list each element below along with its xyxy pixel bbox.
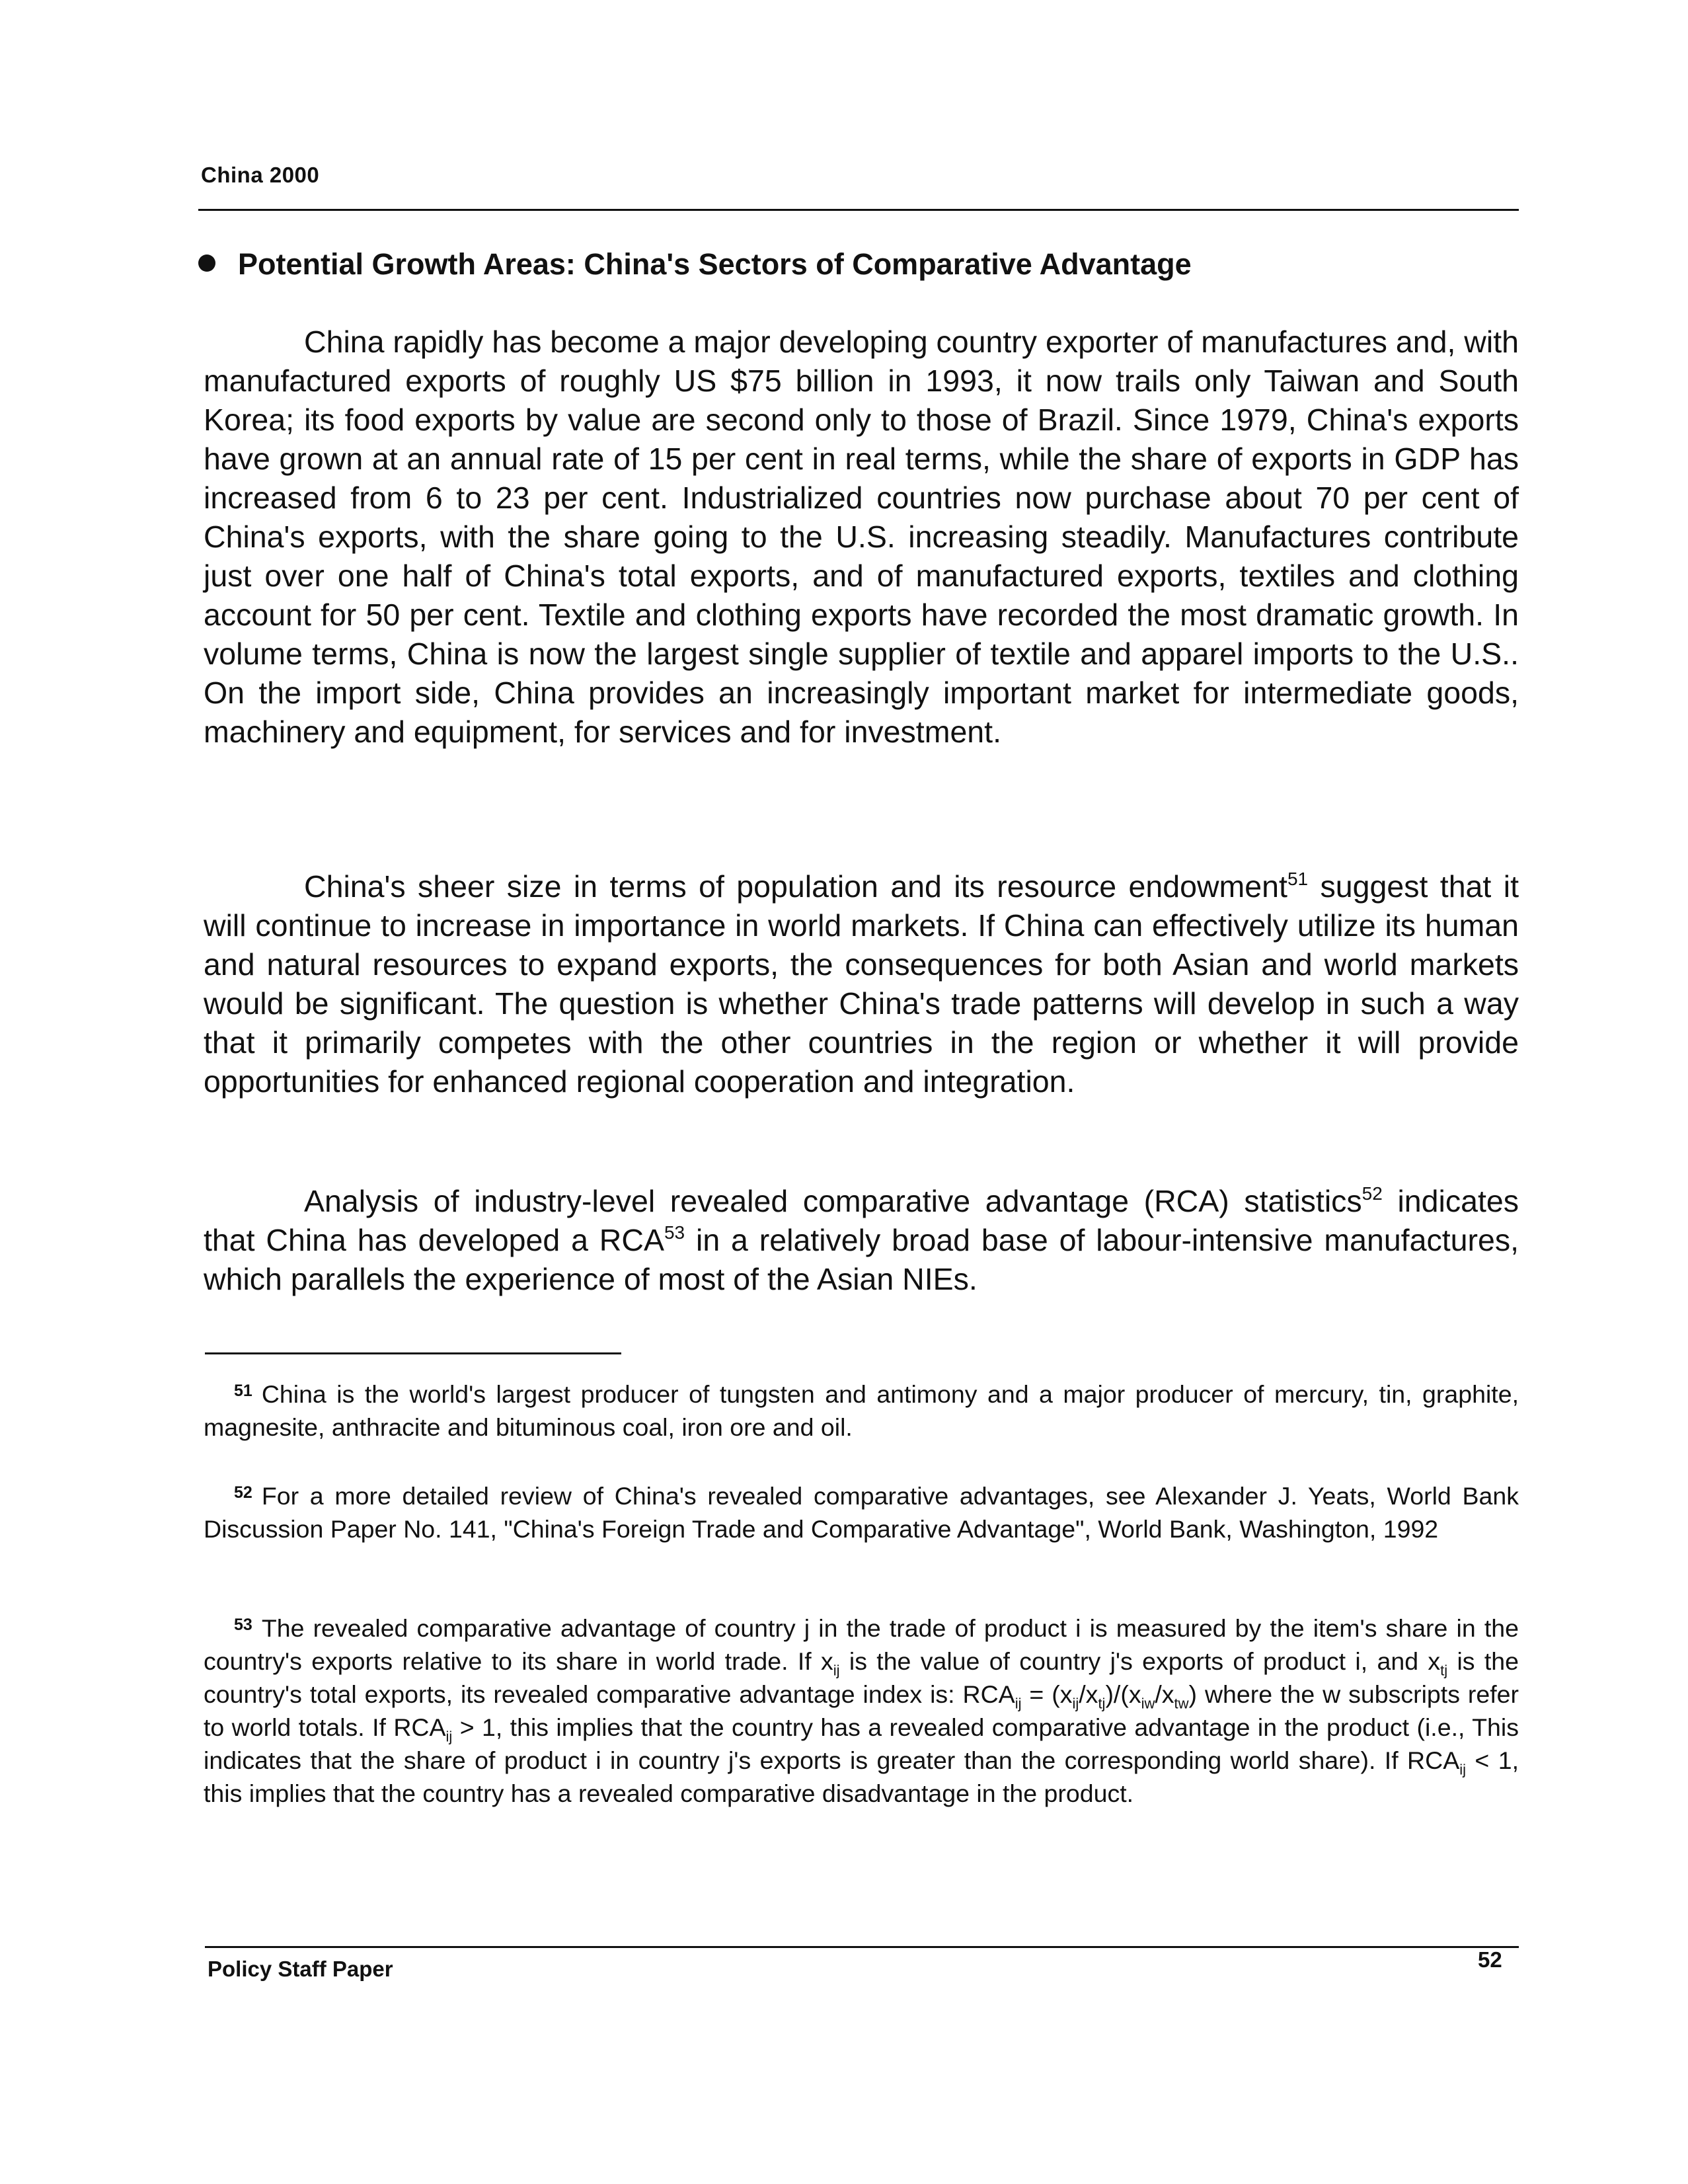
subscript: tj bbox=[1098, 1695, 1106, 1712]
footnote-text: /x bbox=[1155, 1680, 1174, 1708]
footnote-number: 51 bbox=[234, 1382, 252, 1400]
footnote-51 bbox=[204, 1378, 1519, 1444]
footnote-text: For a more detailed review of China's revealed comparative advantages, see Alexander J. Yeats, World Bank Discussion Paper No. 141, "China's Foreign Trade and Comparative Advantage", World Bank, Washington, 1992 bbox=[204, 1482, 1519, 1543]
subscript: tj bbox=[1440, 1662, 1448, 1679]
footnote-text: China is the world's largest producer of tungsten and antimony and a major producer of mercury, tin, graphite, magnesite, anthracite and bituminous coal, iron ore and oil. bbox=[204, 1380, 1519, 1441]
footnote-text: < 1, this implies that the country has a revealed comparative disadvantage in the product. bbox=[204, 1746, 1519, 1807]
section-heading bbox=[198, 247, 1520, 282]
footnote-text: The revealed comparative advantage of country j in the trade of product i is measured by the item's share in the country's exports relative to its share in world trade. If x bbox=[204, 1614, 1519, 1675]
section-heading-text: Potential Growth Areas: China's Sectors of Comparative Advantage bbox=[238, 247, 1192, 281]
footnote-text: /x bbox=[1079, 1680, 1098, 1708]
page-number: 52 bbox=[1478, 1947, 1502, 1972]
footnote-52 bbox=[204, 1479, 1519, 1545]
footnote-separator bbox=[205, 1352, 621, 1354]
footnote-text: is the country's total exports, its revealed comparative advantage index is: RCA bbox=[204, 1647, 1519, 1708]
subscript: iw bbox=[1141, 1695, 1155, 1712]
subscript: ij bbox=[1072, 1695, 1079, 1712]
footnote-text: is the value of country j's exports of product i, and x bbox=[839, 1647, 1441, 1675]
footnote-ref-51: 51 bbox=[1287, 869, 1309, 889]
paragraph-3 bbox=[204, 1182, 1519, 1299]
paragraph-3-text-a: Analysis of industry-level revealed comparative advantage (RCA) statistics bbox=[304, 1184, 1362, 1218]
footnote-ref-53: 53 bbox=[664, 1222, 685, 1243]
subscript: ij bbox=[833, 1662, 840, 1679]
paragraph-3-text-b: indicates that China has developed a RCA bbox=[204, 1184, 1519, 1257]
footnote-text: ) where the w subscripts refer to world totals. If RCA bbox=[204, 1680, 1519, 1741]
subscript: tw bbox=[1174, 1695, 1189, 1712]
subscript: ij bbox=[1015, 1695, 1022, 1712]
footer-rule bbox=[205, 1946, 1519, 1948]
paragraph-2-text-a: China's sheer size in terms of population and its resource endowment bbox=[304, 869, 1287, 904]
footer-publication: Policy Staff Paper bbox=[208, 1957, 393, 1981]
subscript: ij bbox=[445, 1728, 453, 1745]
footnote-text: = (x bbox=[1021, 1680, 1073, 1708]
header-rule bbox=[198, 209, 1519, 211]
footnote-ref-52: 52 bbox=[1362, 1183, 1383, 1204]
bullet-icon bbox=[198, 254, 215, 272]
footnote-text: )/(x bbox=[1105, 1680, 1141, 1708]
paragraph-3-text-c: in a relatively broad base of labour-intensive manufactures, which parallels the experience of most of the Asian NIEs. bbox=[204, 1223, 1519, 1296]
footnote-53 bbox=[204, 1612, 1519, 1810]
footnote-text: > 1, this implies that the country has a revealed comparative advantage in the product (i.e., This indicates that the share of product i in country j's exports is greater than the corresponding world share). If RCA bbox=[204, 1713, 1519, 1774]
footnote-number: 52 bbox=[234, 1483, 252, 1502]
paragraph-2-text-b: suggest that it will continue to increase in importance in world markets. If China can effectively utilize its human and natural resources to expand exports, the consequences for both Asian and world markets would be significant. The question is whether China's trade patterns will develop in such a way that it primarily competes with the other countries in the region or whether it will provide opportunities for enhanced regional cooperation and integration. bbox=[204, 869, 1519, 1099]
paragraph-1: China rapidly has become a major developing country exporter of manufactures and, with manufactured exports of roughly US $75 billion in 1993, it now trails only Taiwan and South Korea; its food exports by value are second only to those of Brazil. Since 1979, China's exports have grown at an annual rate of 15 per cent in real terms, while the share of exports in GDP has increased from 6 to 23 per cent. Industrialized countries now purchase about 70 per cent of China's exports, with the share going to the U.S. increasing steadily. Manufactures contribute just over one half of China's total exports, and of manufactured exports, textiles and clothing account for 50 per cent. Textile and clothing exports have recorded the most dramatic growth. In volume terms, China is now the largest single supplier of textile and apparel imports to the U.S.. On the import side, China provides an increasingly important market for intermediate goods, machinery and equipment, for services and for investment. bbox=[204, 325, 1519, 749]
paragraph-2 bbox=[204, 867, 1519, 1101]
running-header: China 2000 bbox=[201, 163, 320, 187]
subscript: ij bbox=[1459, 1761, 1467, 1778]
footnote-number: 53 bbox=[234, 1616, 252, 1634]
